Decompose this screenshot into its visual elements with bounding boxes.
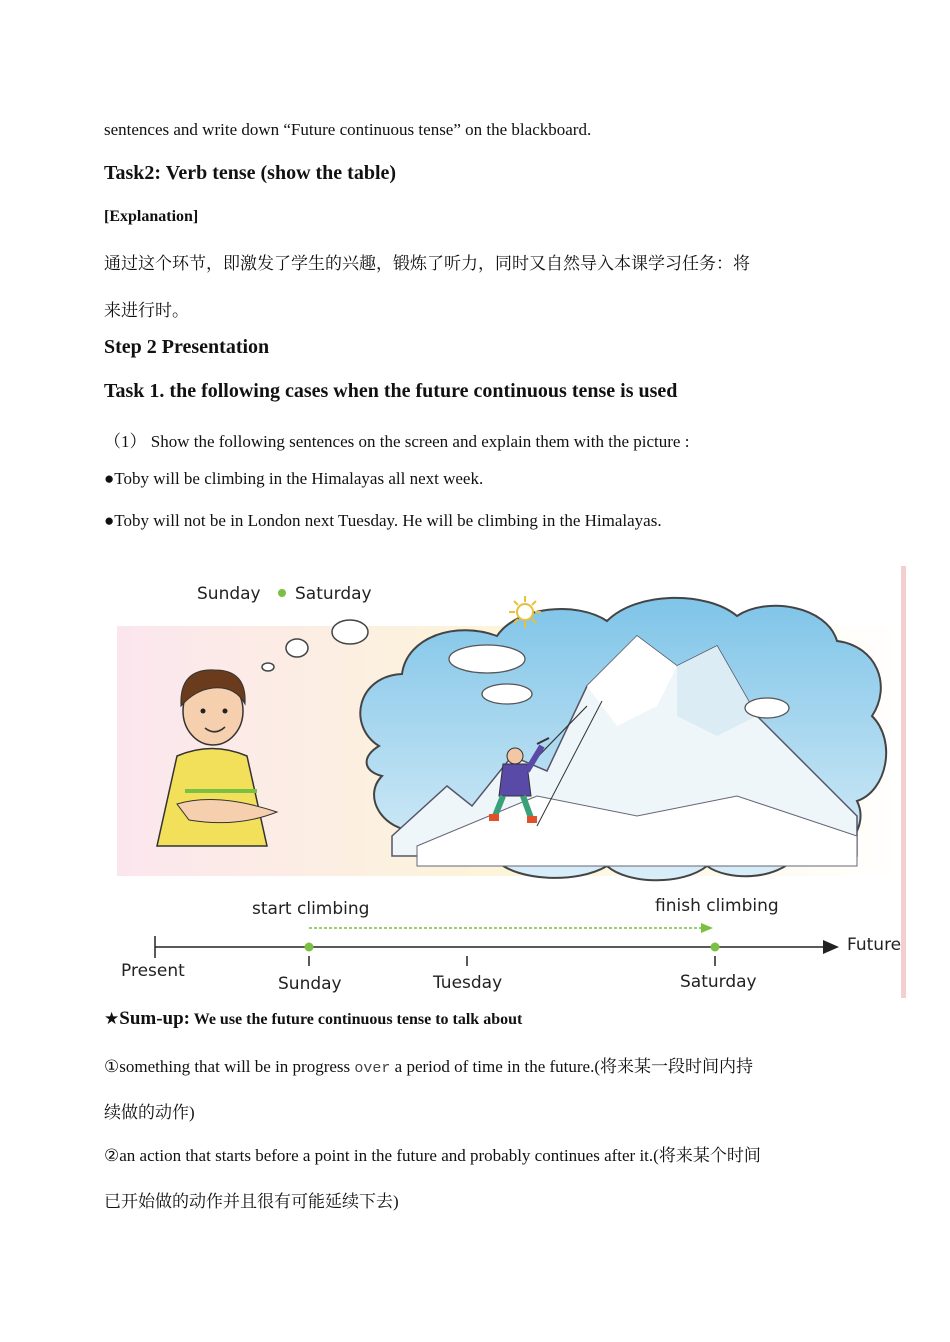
step2-heading: Step 2 Presentation	[104, 336, 270, 358]
point-number: ①	[104, 1057, 120, 1076]
bullet-icon: ●	[104, 511, 115, 530]
point-2	[104, 1141, 761, 1166]
future-label: Future	[847, 935, 902, 955]
tuesday-label: Tuesday	[433, 973, 503, 993]
point-1	[104, 1052, 753, 1077]
page-edge	[901, 566, 906, 998]
saturday-label: Saturday	[680, 972, 757, 992]
bullet-icon: ●	[104, 469, 115, 488]
explanation-label: [Explanation]	[104, 208, 199, 225]
range-end-label: Saturday	[295, 584, 372, 604]
finish-climbing-label: finish climbing	[655, 896, 779, 916]
range-start-label: Sunday	[197, 584, 261, 604]
start-climbing-label: start climbing	[252, 899, 370, 919]
explanation-text: 通过这个环节，即激发了学生的兴趣，锻炼了听力，同时又自然导入本课学习任务：将	[104, 254, 750, 273]
timeline-illustration	[117, 566, 906, 998]
thought-dot-large	[332, 620, 368, 644]
sum-up-line	[104, 1008, 522, 1030]
small-cloud	[745, 698, 789, 718]
saturday-marker-icon	[711, 943, 720, 952]
task1-heading: Task 1. the following cases when the future continuous tense is used	[104, 380, 678, 402]
star-icon: ★	[104, 1009, 120, 1028]
instruction-text: Show the following sentences on the screen and explain them with the picture :	[146, 432, 690, 451]
timeline	[121, 896, 901, 994]
thought-dot-medium	[286, 639, 308, 657]
span-arrowhead-icon	[701, 923, 713, 933]
example-sentence-2	[104, 511, 662, 531]
sum-up-label: Sum-up:	[119, 1008, 190, 1029]
small-cloud	[449, 645, 525, 673]
example-sentence-1	[104, 469, 483, 489]
point-1-cont: 续做的动作)	[104, 1103, 195, 1122]
range-dot-icon	[278, 589, 286, 597]
point-2-cont: 已开始做的动作并且很有可能延续下去)	[104, 1192, 399, 1211]
point-text: a period of time in the future.(将来某一段时间内持	[390, 1057, 754, 1076]
intro-line: sentences and write down “Future continuous tense” on the blackboard.	[104, 120, 592, 139]
point-text: an action that starts before a point in the future and probably continues after it.(将来某个时间	[119, 1146, 761, 1165]
thought-dot-small	[262, 663, 274, 671]
code-word: over	[354, 1060, 391, 1077]
task2-heading: Task2: Verb tense (show the table)	[104, 162, 397, 184]
point-number: ②	[104, 1146, 120, 1165]
item-number: （1）	[104, 432, 147, 451]
sentence-text: Toby will not be in London next Tuesday. He will be climbing in the Himalayas.	[114, 511, 662, 530]
sunday-label: Sunday	[278, 974, 342, 994]
present-label: Present	[121, 961, 185, 981]
axis-arrowhead-icon	[823, 940, 839, 954]
explanation-text-cont: 来进行时。	[104, 301, 189, 320]
sentence-text: Toby will be climbing in the Himalayas all next week.	[114, 469, 484, 488]
sunday-marker-icon	[305, 943, 314, 952]
instruction-line	[104, 427, 689, 452]
sum-up-text: We use the future continuous tense to talk about	[190, 1011, 523, 1028]
dream-cloud	[360, 598, 886, 880]
point-text: something that will be in progress	[119, 1057, 355, 1076]
small-cloud	[482, 684, 532, 704]
